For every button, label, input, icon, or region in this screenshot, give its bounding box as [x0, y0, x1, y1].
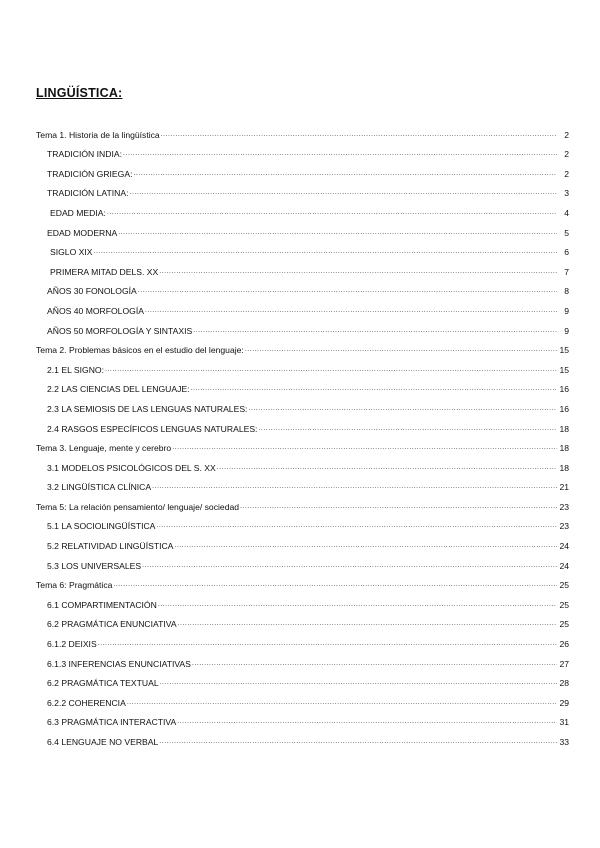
- toc-entry-label: TRADICIÓN INDIA:: [47, 149, 122, 160]
- toc-entry-label: TRADICIÓN GRIEGA:: [47, 168, 133, 179]
- toc-entry-page-number: 24: [559, 560, 569, 571]
- toc-entry-page-number: 31: [559, 717, 569, 728]
- dot-leader: [98, 639, 557, 649]
- dot-leader: [191, 384, 558, 394]
- toc-entry[interactable]: [36, 571, 569, 591]
- toc-entry-page-number: 23: [559, 521, 569, 532]
- toc-entry[interactable]: [36, 492, 569, 512]
- toc-entry-label: AÑOS 50 MORFOLOGÍA Y SINTAXIS: [47, 325, 193, 336]
- dot-leader: [159, 267, 557, 277]
- toc-entry-page-number: 25: [559, 619, 569, 630]
- toc-entry-page-number: 33: [559, 737, 569, 747]
- dot-leader: [158, 600, 557, 610]
- toc-entry[interactable]: [36, 159, 569, 179]
- toc-entry[interactable]: [36, 629, 569, 649]
- toc-entry-label: 5.1 LA SOCIOLINGÜÍSTICA: [47, 521, 156, 532]
- dot-leader: [118, 228, 557, 238]
- toc-entry[interactable]: [36, 531, 569, 551]
- toc-entry-label: AÑOS 40 MORFOLOGÍA: [47, 305, 144, 316]
- toc-entry-page-number: 18: [559, 423, 569, 434]
- toc-entry-label: 6.2.2 COHERENCIA: [47, 697, 126, 708]
- dot-leader: [113, 580, 557, 590]
- toc-entry-label: Tema 6: Pragmática: [36, 580, 113, 591]
- toc-entry-page-number: 2: [564, 129, 569, 140]
- document-title: LINGÜÍSTICA:: [36, 86, 123, 100]
- toc-entry-page-number: 5: [564, 227, 569, 238]
- dot-leader: [177, 717, 557, 727]
- toc-entry[interactable]: [36, 355, 569, 375]
- toc-entry-label: 2.4 RASGOS ESPECÍFICOS LENGUAS NATURALES:: [47, 423, 258, 434]
- toc-entry[interactable]: [36, 179, 569, 199]
- dot-leader: [192, 659, 557, 669]
- toc-entry-page-number: 16: [559, 403, 569, 414]
- dot-leader: [133, 169, 557, 179]
- toc-entry-label: PRIMERA MITAD DELS. XX: [50, 266, 159, 277]
- toc-entry-label: 5.2 RELATIVIDAD LINGÜÍSTICA: [47, 541, 174, 552]
- toc-entry[interactable]: [36, 218, 569, 238]
- toc-entry-page-number: 28: [559, 678, 569, 689]
- dot-leader: [178, 619, 557, 629]
- toc-entry-page-number: 18: [559, 462, 569, 473]
- toc-entry-page-number: 26: [559, 639, 569, 650]
- toc-entry-page-number: 25: [559, 580, 569, 591]
- dot-leader: [193, 326, 557, 336]
- dot-leader: [217, 463, 557, 473]
- toc-entry-page-number: 6: [564, 247, 569, 258]
- toc-entry[interactable]: [36, 316, 569, 336]
- dot-leader: [159, 737, 557, 747]
- dot-leader: [107, 208, 557, 218]
- toc-entry[interactable]: [36, 296, 569, 316]
- toc-entry-page-number: 15: [559, 364, 569, 375]
- toc-entry-label: 2.2 LAS CIENCIAS DEL LENGUAJE:: [47, 384, 190, 395]
- toc-entry-label: 6.3 PRAGMÁTICA INTERACTIVA: [47, 717, 177, 728]
- toc-entry-page-number: 3: [564, 188, 569, 199]
- dot-leader: [258, 424, 557, 434]
- dot-leader: [161, 130, 557, 140]
- toc-entry-label: 2.1 EL SIGNO:: [47, 364, 104, 375]
- toc-entry[interactable]: [36, 688, 569, 708]
- toc-entry[interactable]: [36, 453, 569, 473]
- toc-entry[interactable]: [36, 649, 569, 669]
- toc-entry[interactable]: [36, 610, 569, 630]
- toc-entry-label: Tema 5: La relación pensamiento/ lenguaje/ sociedad: [36, 501, 240, 512]
- toc-entry[interactable]: [36, 434, 569, 454]
- toc-entry[interactable]: [36, 708, 569, 728]
- dot-leader: [240, 502, 557, 512]
- toc-entry[interactable]: [36, 198, 569, 218]
- toc-entry[interactable]: [36, 551, 569, 571]
- toc-entry-label: SIGLO XIX: [50, 247, 93, 258]
- toc-entry-label: 6.1.3 INFERENCIAS ENUNCIATIVAS: [47, 658, 191, 669]
- toc-entry-label: 5.3 LOS UNIVERSALES: [47, 560, 142, 571]
- dot-leader: [142, 561, 557, 571]
- toc-entry[interactable]: [36, 375, 569, 395]
- toc-entry-page-number: 18: [559, 443, 569, 454]
- toc-entry-page-number: 15: [559, 345, 569, 356]
- toc-entry[interactable]: [36, 238, 569, 258]
- toc-entry-label: 3.2 LINGÜÍSTICA CLÍNICA: [47, 482, 152, 493]
- toc-entry-page-number: 29: [559, 697, 569, 708]
- toc-entry-label: 6.2 PRAGMÁTICA ENUNCIATIVA: [47, 619, 177, 630]
- toc-entry[interactable]: [36, 140, 569, 160]
- toc-entry[interactable]: [36, 257, 569, 277]
- table-of-contents: [36, 120, 569, 747]
- toc-entry-label: 2.3 LA SEMIOSIS DE LAS LENGUAS NATURALES:: [47, 403, 248, 414]
- toc-entry-page-number: 27: [559, 658, 569, 669]
- toc-entry[interactable]: [36, 727, 569, 747]
- toc-entry[interactable]: [36, 473, 569, 493]
- dot-leader: [127, 698, 557, 708]
- toc-entry[interactable]: [36, 120, 569, 140]
- dot-leader: [94, 247, 557, 257]
- toc-entry-page-number: 24: [559, 541, 569, 552]
- dot-leader: [160, 678, 557, 688]
- dot-leader: [130, 188, 558, 198]
- toc-entry-page-number: 23: [559, 501, 569, 512]
- dot-leader: [174, 541, 557, 551]
- toc-entry-page-number: 7: [564, 266, 569, 277]
- dot-leader: [145, 306, 557, 316]
- dot-leader: [248, 404, 557, 414]
- dot-leader: [105, 365, 557, 375]
- toc-entry-label: Tema 1. Historia de la lingüística: [36, 129, 160, 140]
- dot-leader: [123, 149, 557, 159]
- toc-entry-label: 6.1 COMPARTIMENTACIÓN: [47, 599, 157, 610]
- toc-entry[interactable]: [36, 414, 569, 434]
- toc-entry-label: Tema 2. Problemas básicos en el estudio del lenguaje:: [36, 345, 244, 356]
- toc-entry-page-number: 9: [564, 325, 569, 336]
- dot-leader: [172, 443, 557, 453]
- toc-entry-label: EDAD MEDIA:: [50, 207, 106, 218]
- toc-entry[interactable]: [36, 394, 569, 414]
- toc-entry-label: Tema 3. Lenguaje, mente y cerebro: [36, 443, 172, 454]
- toc-entry-label: TRADICIÓN LATINA:: [47, 188, 129, 199]
- toc-entry[interactable]: [36, 590, 569, 610]
- dot-leader: [156, 521, 557, 531]
- toc-entry[interactable]: [36, 277, 569, 297]
- toc-entry-page-number: 21: [559, 482, 569, 493]
- dot-leader: [138, 286, 557, 296]
- toc-entry-page-number: 4: [564, 207, 569, 218]
- dot-leader: [152, 482, 557, 492]
- toc-entry-page-number: 2: [564, 149, 569, 160]
- toc-entry-label: 6.4 LENGUAJE NO VERBAL: [47, 737, 159, 747]
- toc-entry-page-number: 25: [559, 599, 569, 610]
- toc-entry-page-number: 16: [559, 384, 569, 395]
- toc-entry-page-number: 9: [564, 305, 569, 316]
- toc-entry[interactable]: [36, 512, 569, 532]
- dot-leader: [245, 345, 557, 355]
- toc-entry[interactable]: [36, 669, 569, 689]
- toc-entry-label: 6.1.2 DEIXIS: [47, 639, 97, 650]
- toc-entry-label: EDAD MODERNA: [47, 227, 118, 238]
- toc-entry-page-number: 8: [564, 286, 569, 297]
- toc-entry-label: AÑOS 30 FONOLOGÍA: [47, 286, 137, 297]
- toc-entry[interactable]: [36, 336, 569, 356]
- toc-entry-page-number: 2: [564, 168, 569, 179]
- toc-entry-label: 3.1 MODELOS PSICOLÓGICOS DEL S. XX: [47, 462, 216, 473]
- toc-entry-label: 6.2 PRAGMÁTICA TEXTUAL: [47, 678, 159, 689]
